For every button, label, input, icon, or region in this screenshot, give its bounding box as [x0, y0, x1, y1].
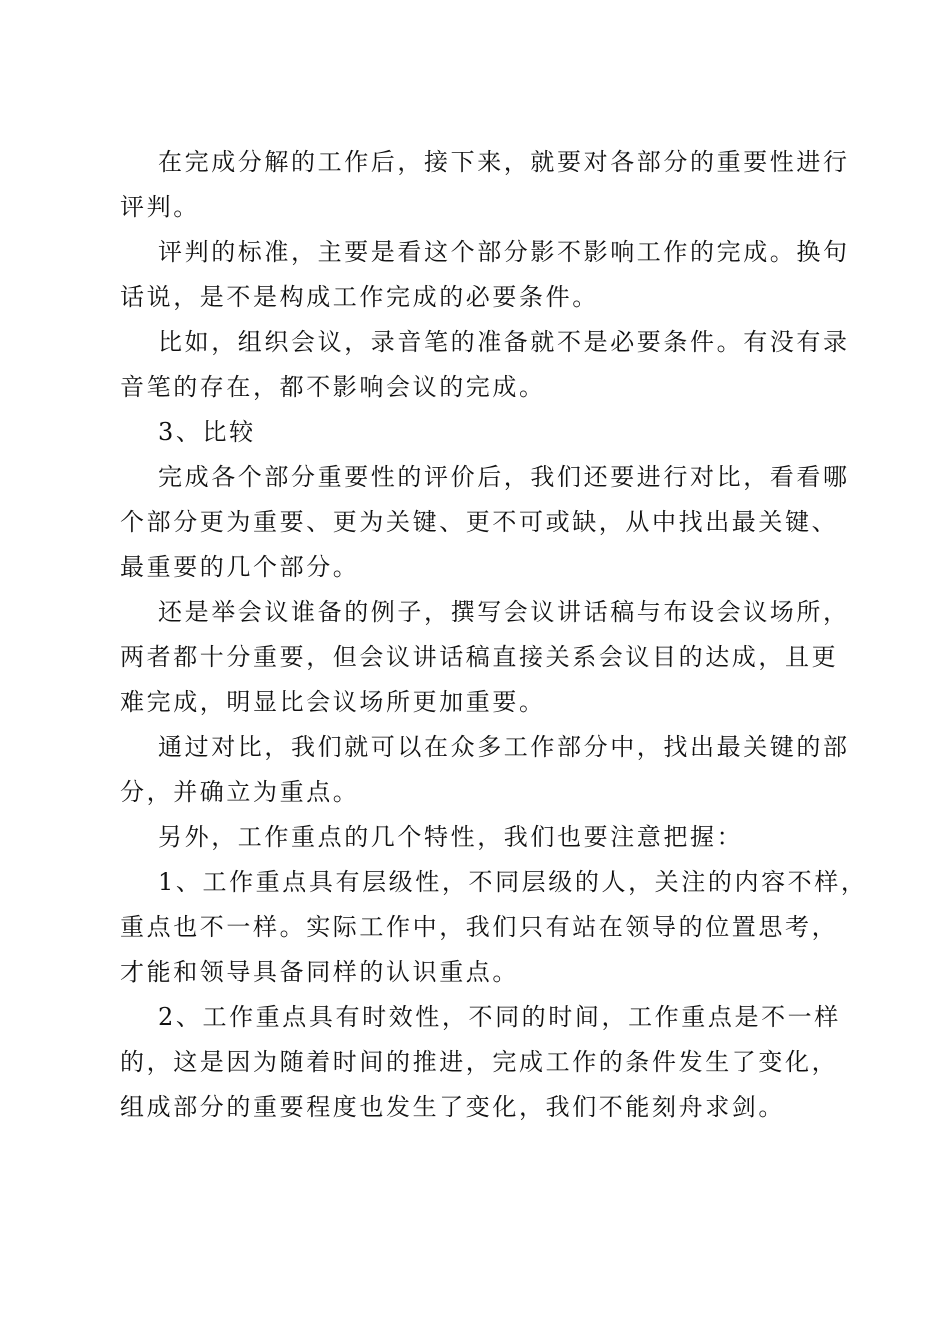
paragraph-line: 音笔的存在，都不影响会议的完成。 — [120, 373, 546, 401]
list-item-line: 才能和领导具备同样的认识重点。 — [120, 958, 519, 986]
paragraph-line: 两者都十分重要，但会议讲话稿直接关系会议目的达成，且更 — [120, 643, 839, 671]
paragraph-line: 难完成，明显比会议场所更加重要。 — [120, 688, 546, 716]
section-heading: 3、比较 — [158, 418, 256, 446]
paragraph-line: 完成各个部分重要性的评价后，我们还要进行对比，看看哪 — [158, 463, 850, 491]
paragraph-line: 在完成分解的工作后，接下来，就要对各部分的重要性进行 — [158, 148, 850, 176]
paragraph-line: 通过对比，我们就可以在众多工作部分中，找出最关键的部 — [158, 733, 850, 761]
list-item-line: 2、工作重点具有时效性，不同的时间，工作重点是不一样 — [158, 1003, 841, 1031]
paragraph-line: 评判。 — [120, 193, 200, 221]
paragraph-line: 最重要的几个部分。 — [120, 553, 360, 581]
paragraph-line: 比如，组织会议，录音笔的准备就不是必要条件。有没有录 — [158, 328, 850, 356]
document-body — [120, 140, 868, 1130]
paragraph-line: 个部分更为重要、更为关键、更不可或缺，从中找出最关键、 — [120, 508, 839, 536]
list-item-line: 重点也不一样。实际工作中，我们只有站在领导的位置思考， — [120, 913, 839, 941]
list-item-line: 的，这是因为随着时间的推进，完成工作的条件发生了变化， — [120, 1048, 839, 1076]
paragraph-line: 话说，是不是构成工作完成的必要条件。 — [120, 283, 599, 311]
list-item-line: 组成部分的重要程度也发生了变化，我们不能刻舟求剑。 — [120, 1093, 785, 1121]
paragraph-line: 评判的标准，主要是看这个部分影不影响工作的完成。换句 — [158, 238, 850, 266]
paragraph-line: 还是举会议谁备的例子，撰写会议讲话稿与布设会议场所， — [158, 598, 850, 626]
list-item-line: 1、工作重点具有层级性，不同层级的人，关注的内容不样， — [158, 868, 868, 896]
paragraph-line: 分，并确立为重点。 — [120, 778, 360, 806]
paragraph-line: 另外，工作重点的几个特性，我们也要注意把握： — [158, 823, 744, 851]
